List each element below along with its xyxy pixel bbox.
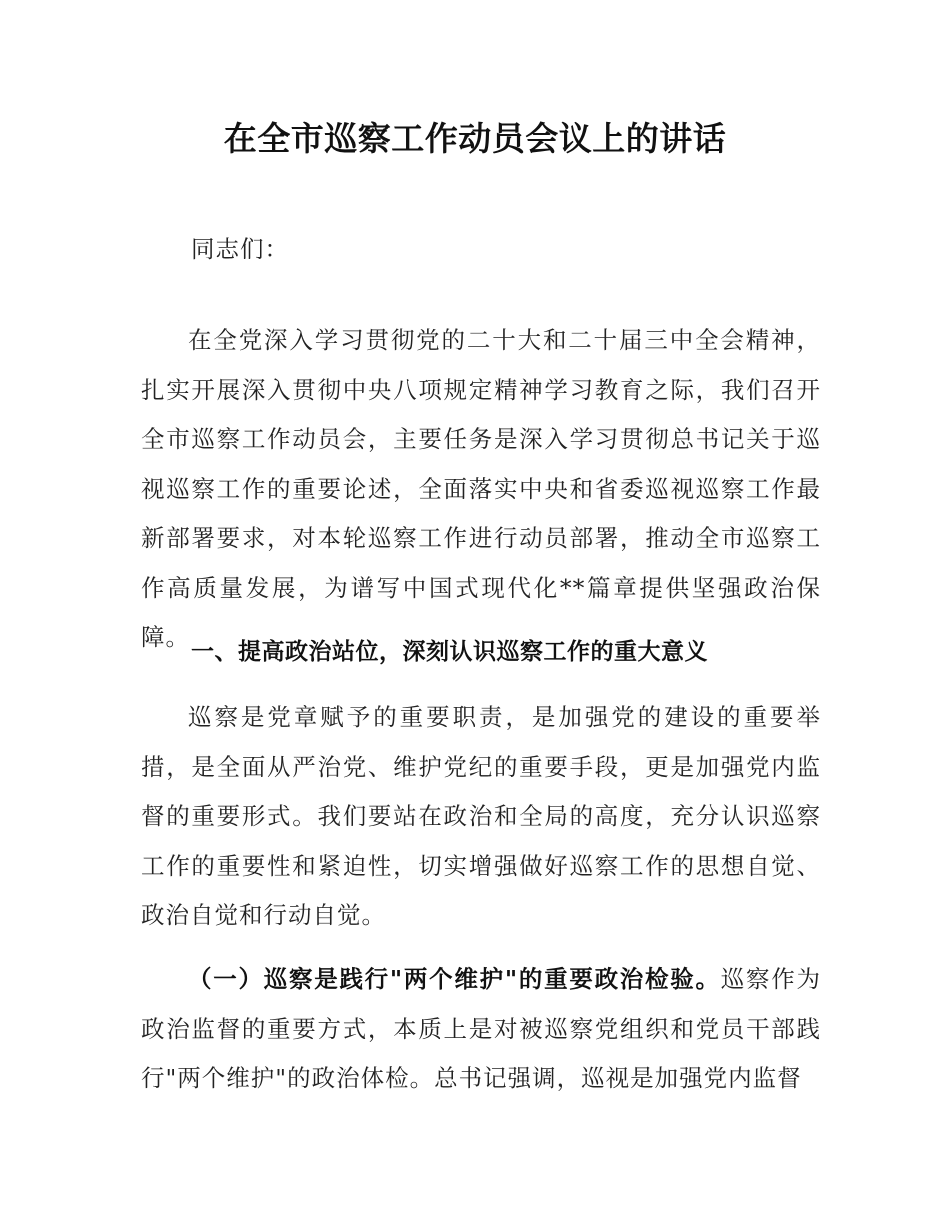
document-title: 在全市巡察工作动员会议上的讲话 — [223, 119, 727, 158]
subsection-1-text: 巡察作为政治监督的重要方式，本质上是对被巡察党组织和党员干部践行"两个维护"的政治体检。总书记强调，巡视是加强党内监督 — [141, 965, 822, 1092]
section-1-paragraph: 巡察是党章赋予的重要职责，是加强党的建设的重要举措，是全面从严治党、维护党纪的重要手段，更是加强党内监督的重要形式。我们要站在政治和全局的高度，充分认识巡察工作的重要性和紧迫性，切实增强做好巡察工作的思想自觉、政治自觉和行动自觉。 — [141, 703, 821, 929]
intro-paragraph: 在全党深入学习贯彻党的二十大和二十届三中全会精神，扎实开展深入贯彻中央八项规定精神学习教育之际，我们召开全市巡察工作动员会，主要任务是深入学习贯彻总书记关于巡视巡察工作的重要论述，全面落实中央和省委巡视巡察工作最新部署要求，对本轮巡察工作进行动员部署，推动全市巡察工作高质量发展，为谱写中国式现代化**篇章提供坚强政治保障。 — [141, 326, 821, 651]
subsection-1-paragraph — [141, 955, 821, 1104]
greeting: 同志们： — [191, 235, 289, 263]
subsection-1-heading: （一）巡察是践行"两个维护"的重要政治检验。 — [188, 965, 721, 993]
section-1-heading: 一、提高政治站位，深刻认识巡察工作的重大意义 — [191, 639, 708, 665]
